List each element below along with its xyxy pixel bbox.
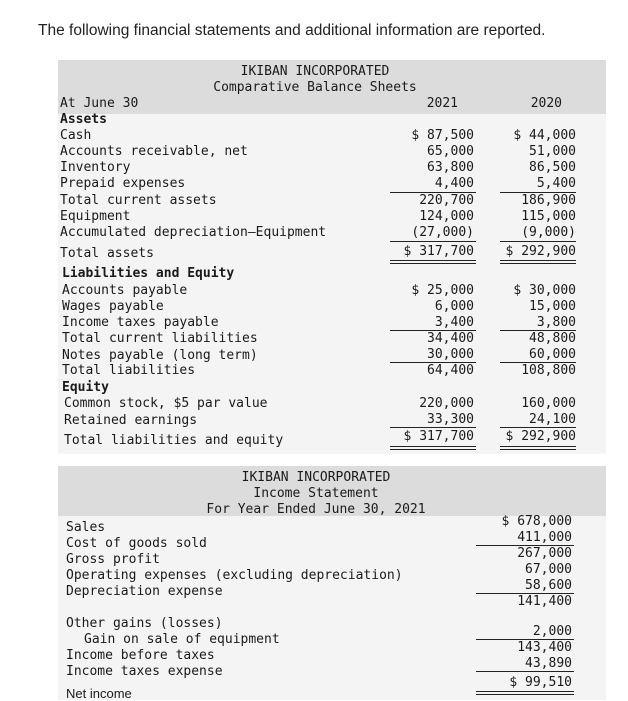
total-double-rule [390, 260, 476, 264]
bs-row-label: Total liabilities and equity [64, 433, 284, 448]
bs-company-name: IKIBAN INCORPORATED [240, 64, 390, 79]
subtotal-rule [476, 671, 574, 672]
bs-row-label: Retained earnings [64, 413, 198, 428]
bs-row-value-2021: $ 317,700 [403, 429, 474, 444]
subtotal-rule [500, 241, 576, 242]
bs-row-label: Accounts payable [62, 283, 188, 298]
is-row-value: 58,600 [525, 578, 572, 593]
bs-row-value-2020: 5,400 [536, 176, 576, 191]
bs-row-value-2021: 63,800 [427, 160, 474, 175]
bs-row-label: Income taxes payable [62, 315, 219, 330]
bs-title: Comparative Balance Sheets [213, 80, 417, 95]
is-row-label: Other gains (losses) [66, 616, 223, 631]
bs-row-value-2021: 3,400 [434, 315, 474, 330]
bs-row-value-2021: 30,000 [427, 347, 474, 362]
bs-row-value-2020: 108,800 [521, 363, 576, 378]
bs-row-value-2021: 4,400 [434, 176, 474, 191]
total-double-rule [390, 446, 476, 450]
is-row-label: Gain on sale of equipment [84, 632, 280, 647]
bs-row-value-2020: 86,500 [529, 160, 576, 175]
is-row-value: 67,000 [525, 562, 572, 577]
bs-row-label: Total current assets [60, 193, 217, 208]
bs-row-value-2020: 3,800 [536, 315, 576, 330]
is-row-label: Depreciation expense [66, 584, 223, 599]
is-row-value: 141,400 [517, 594, 572, 609]
bs-liabilities-heading: Liabilities and Equity [62, 266, 235, 281]
bs-row-value-2020: 160,000 [521, 396, 576, 411]
bs-row-label: Wages payable [62, 299, 164, 314]
is-row-value: 143,400 [517, 640, 572, 655]
is-row-value: $ 99,510 [509, 675, 572, 690]
is-company-name: IKIBAN INCORPORATED [241, 470, 391, 485]
is-row-label: Sales [66, 520, 106, 535]
bs-equity-heading: Equity [62, 380, 109, 395]
bs-row-label: Equipment [60, 209, 131, 224]
bs-row-label: Common stock, $5 par value [64, 396, 268, 411]
bs-row-value-2021: 34,400 [427, 331, 474, 346]
is-row-value: 43,890 [525, 656, 572, 671]
intro-text: The following financial statements and additional information are reported. [38, 22, 546, 39]
bs-col-2021-header: 2021 [426, 96, 458, 111]
bs-row-value-2020: 24,100 [529, 412, 576, 427]
bs-row-value-2021: $ 25,000 [411, 283, 474, 298]
bs-row-label: Cash [60, 128, 92, 143]
total-double-rule [500, 446, 576, 450]
is-row-label: Income taxes expense [66, 664, 223, 679]
bs-row-value-2021: 220,700 [419, 193, 474, 208]
is-row-value: 267,000 [517, 546, 572, 561]
bs-assets-heading: Assets [60, 112, 107, 127]
bs-col-2020-header: 2020 [530, 96, 562, 111]
bs-row-label: Notes payable (long term) [62, 348, 258, 363]
bs-row-value-2020: 15,000 [529, 299, 576, 314]
bs-row-value-2020: $ 292,900 [505, 429, 576, 444]
bs-row-label: Prepaid expenses [60, 176, 186, 191]
bs-row-value-2020: 186,900 [521, 193, 576, 208]
total-double-rule [500, 260, 576, 264]
bs-row-value-2020: (9,000) [521, 225, 576, 240]
bs-row-value-2021: $ 87,500 [411, 128, 474, 143]
bs-row-value-2020: 48,800 [529, 331, 576, 346]
bs-row-value-2020: $ 30,000 [513, 283, 576, 298]
is-period: For Year Ended June 30, 2021 [206, 502, 426, 517]
subtotal-rule [390, 241, 476, 242]
bs-row-value-2021: 33,300 [427, 412, 474, 427]
bs-row-value-2021: $ 317,700 [403, 244, 474, 259]
is-row-label: Net income [66, 686, 132, 701]
bs-date-label: At June 30 [60, 96, 139, 111]
bs-row-label: Total current liabilities [62, 331, 258, 346]
bs-row-label: Total liabilities [62, 363, 196, 378]
bs-row-value-2021: 220,000 [419, 396, 474, 411]
bs-row-value-2020: $ 44,000 [513, 128, 576, 143]
is-row-label: Income before taxes [66, 648, 215, 663]
is-row-label: Operating expenses (excluding depreciation) [66, 568, 403, 583]
bs-row-label: Accounts receivable, net [60, 144, 248, 159]
bs-row-value-2020: 60,000 [529, 347, 576, 362]
bs-row-value-2021: 65,000 [427, 144, 474, 159]
bs-row-value-2020: $ 292,900 [505, 244, 576, 259]
bs-row-value-2021: 64,400 [427, 363, 474, 378]
bs-row-value-2021: (27,000) [411, 225, 474, 240]
is-row-value: $ 678,000 [501, 514, 572, 529]
is-row-value: 411,000 [517, 530, 572, 545]
bs-row-value-2021: 124,000 [419, 209, 474, 224]
bs-row-label: Accumulated depreciation—Equipment [60, 225, 327, 240]
subtotal-rule [500, 427, 576, 428]
bs-row-value-2020: 51,000 [529, 144, 576, 159]
is-row-label: Cost of goods sold [66, 536, 207, 551]
total-double-rule [476, 691, 574, 695]
is-row-value: 2,000 [532, 624, 572, 639]
bs-row-value-2021: 6,000 [434, 299, 474, 314]
subtotal-rule [390, 427, 476, 428]
bs-row-label: Total assets [60, 246, 154, 261]
is-row-label: Gross profit [66, 552, 160, 567]
is-title: Income Statement [253, 486, 379, 501]
bs-row-label: Inventory [60, 160, 131, 175]
bs-row-value-2020: 115,000 [521, 209, 576, 224]
